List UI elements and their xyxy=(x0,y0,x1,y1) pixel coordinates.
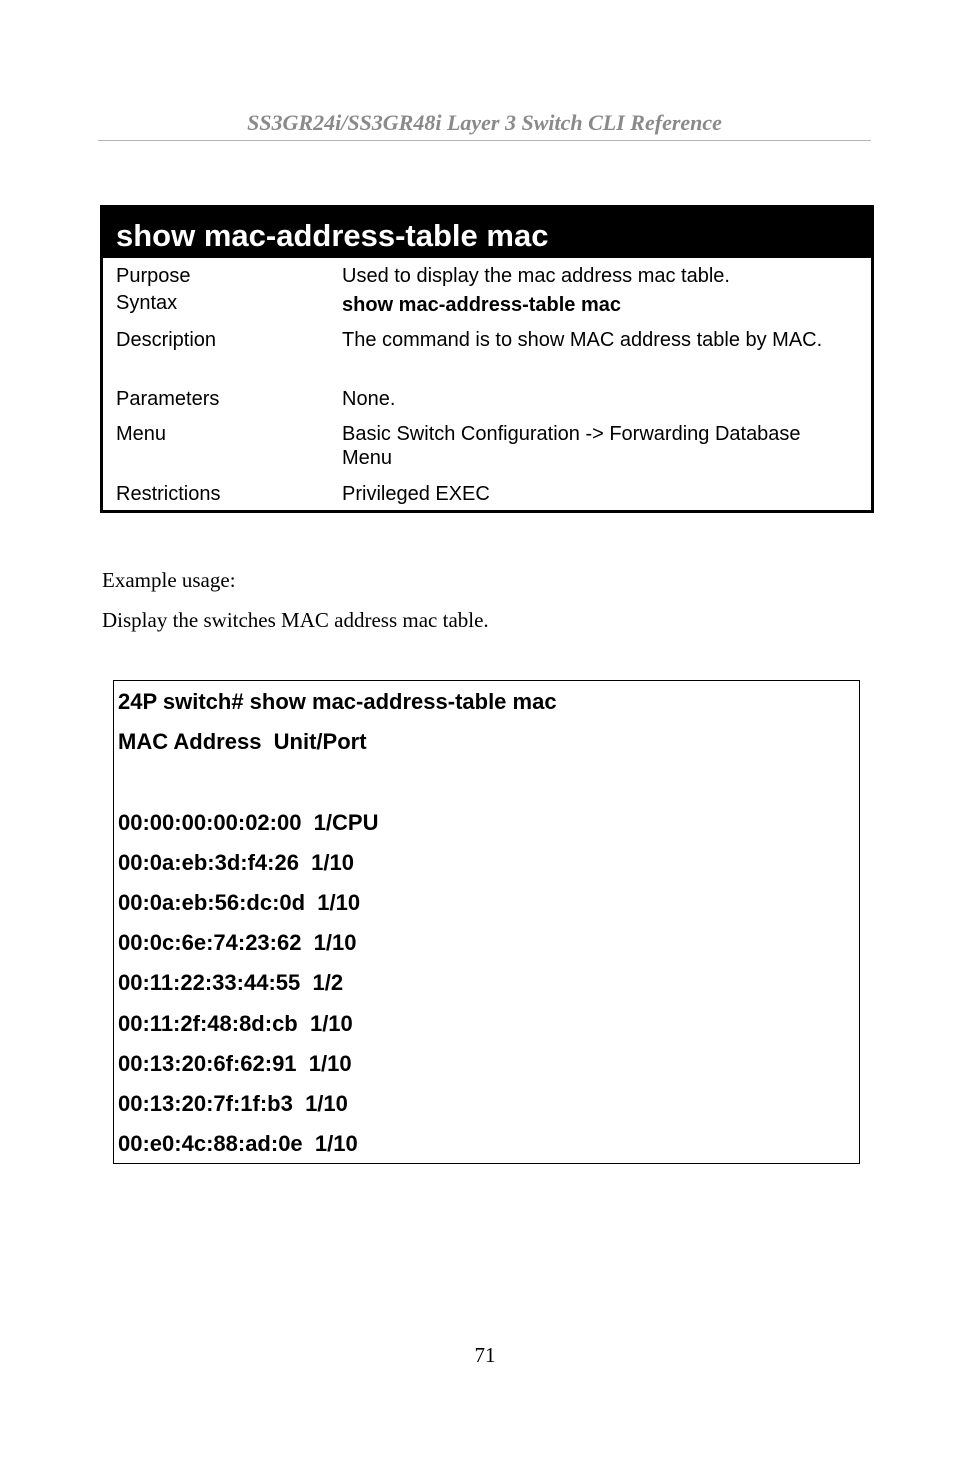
command-row-syntax xyxy=(103,293,871,328)
code-line: 00:0c:6e:74:23:62 1/10 xyxy=(118,930,357,955)
command-row-menu xyxy=(103,422,871,482)
page-number: 71 xyxy=(474,1343,496,1367)
row-value: Basic Switch Configuration -> Forwarding Database Menu xyxy=(342,423,801,469)
row-label: Parameters xyxy=(116,388,220,410)
row-value: The command is to show MAC address table by MAC. xyxy=(342,329,823,351)
command-row-restrictions xyxy=(103,482,871,510)
code-line: 00:00:00:00:02:00 1/CPU xyxy=(118,810,379,835)
code-line: 00:0a:eb:56:dc:0d 1/10 xyxy=(118,890,361,915)
command-table xyxy=(100,205,874,513)
code-line: 00:13:20:6f:62:91 1/10 xyxy=(118,1051,352,1076)
command-title: show mac-address-table mac xyxy=(103,208,871,258)
example-intro: Example usage: xyxy=(102,568,236,592)
code-line: 00:11:2f:48:8d:cb 1/10 xyxy=(118,1011,353,1036)
code-line: 00:11:22:33:44:55 1/2 xyxy=(118,970,344,995)
code-line: MAC Address Unit/Port xyxy=(118,729,367,754)
example-output-box xyxy=(113,680,860,1164)
code-line: 00:e0:4c:88:ad:0e 1/10 xyxy=(118,1131,358,1156)
row-label: Syntax xyxy=(116,292,178,314)
row-value: Privileged EXEC xyxy=(342,483,490,505)
code-line: 00:0a:eb:3d:f4:26 1/10 xyxy=(118,850,354,875)
row-label: Menu xyxy=(116,423,167,445)
example-description: Display the switches MAC address mac table. xyxy=(102,608,489,632)
row-label: Purpose xyxy=(116,265,191,287)
command-row-parameters xyxy=(103,387,871,422)
code-line: 00:13:20:7f:1f:b3 1/10 xyxy=(118,1091,348,1116)
command-row-purpose xyxy=(103,258,871,293)
row-value: show mac-address-table mac xyxy=(342,294,621,316)
header-rule xyxy=(98,140,871,141)
row-value: None. xyxy=(342,388,396,410)
row-label: Restrictions xyxy=(116,483,221,505)
command-row-description xyxy=(103,328,871,387)
running-header: SS3GR24i/SS3GR48i Layer 3 Switch CLI Reference xyxy=(247,110,722,135)
row-value: Used to display the mac address mac table. xyxy=(342,265,730,287)
code-line: 24P switch# show mac-address-table mac xyxy=(118,689,557,714)
row-label: Description xyxy=(116,329,217,351)
